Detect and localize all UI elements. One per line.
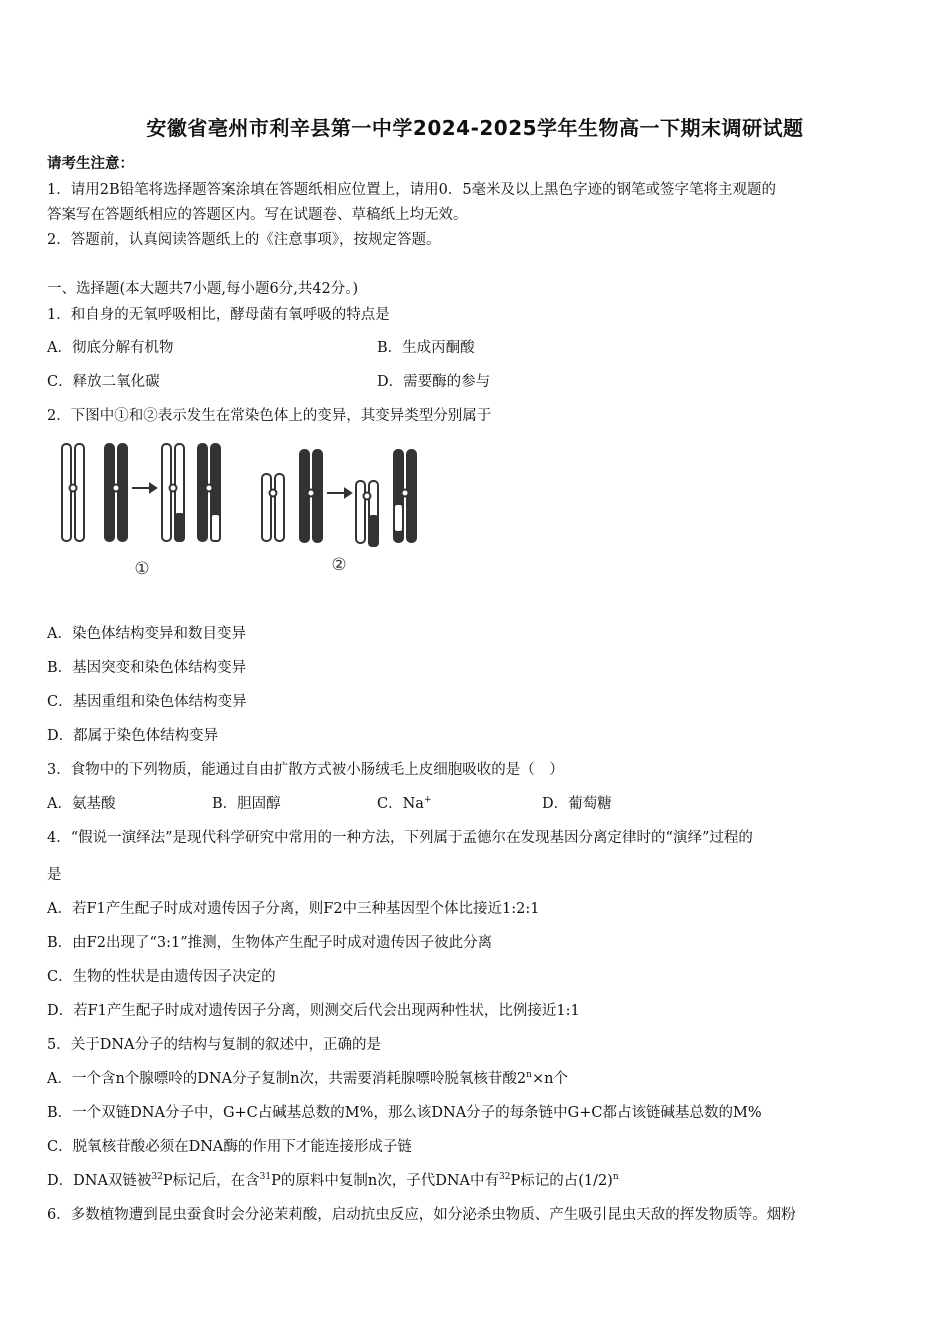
q3-option-c-sup: +: [423, 795, 432, 806]
q1-option-d: D．需要酶的参与: [377, 374, 491, 390]
question-2-stem: 2．下图中①和②表示发生在常染色体上的变异，其变异类型分别属于: [47, 408, 492, 424]
question-1-stem: 1．和自身的无氧呼吸相比，酵母菌有氧呼吸的特点是: [47, 307, 390, 323]
q2-option-a: A．染色体结构变异和数目变异: [47, 626, 246, 642]
question-3-stem: 3．食物中的下列物质，能通过自由扩散方式被小肠绒毛上皮细胞吸收的是（ ）: [47, 762, 564, 778]
notice-item-2: 2．答题前，认真阅读答题纸上的《注意事项》，按规定答题。: [47, 232, 441, 248]
q5-option-d-part1: D．DNA双链被: [47, 1173, 152, 1189]
centromere: [113, 485, 120, 492]
q5-option-d-sup1: 32: [151, 1172, 163, 1183]
translocated-segment-dark: [369, 516, 378, 546]
exchanged-segment-light: [211, 514, 220, 541]
question-5-stem: 5．关于DNA分子的结构与复制的叙述中，正确的是: [47, 1037, 382, 1053]
chromosome-white-6: [356, 481, 365, 543]
figure-label-1: ①: [134, 559, 150, 579]
q1-option-b: B．生成丙酮酸: [377, 340, 475, 356]
question-4-stem-cont: 是: [47, 867, 62, 883]
q5-option-a-sup: n: [526, 1070, 532, 1081]
q3-option-d: D．葡萄糖: [542, 796, 612, 812]
q4-option-b: B．由F2出现了“3:1”推测，生物体产生配子时成对遗传因子彼此分离: [47, 935, 493, 951]
q2-option-b: B．基因突变和染色体结构变异: [47, 660, 247, 676]
q5-option-d-part2: P标记后，在含: [162, 1173, 260, 1189]
arrow-head: [150, 484, 156, 492]
q5-option-c: C．脱氧核苷酸必须在DNA酶的作用下才能连接形成子链: [47, 1139, 412, 1155]
q3-option-c: [377, 792, 431, 813]
chromosome-white-3: [162, 444, 171, 541]
q3-option-a: A．氨基酸: [47, 796, 116, 812]
q5-option-d-sup4: n: [612, 1172, 619, 1183]
q5-option-b: B．一个双链DNA分子中，G+C占碱基总数的M%，那么该DNA分子的每条链中G+C都占该链碱基总数的M%: [47, 1105, 762, 1121]
exchanged-segment-dark: [175, 514, 184, 541]
q5-option-d-part4: P标记的占(1/2): [510, 1173, 613, 1189]
figure-label-2: ②: [331, 555, 347, 575]
chromosome-black-1: [105, 444, 114, 541]
centromere: [270, 490, 277, 497]
q2-option-c: C．基因重组和染色体结构变异: [47, 694, 247, 710]
chromosome-white-2: [75, 444, 84, 541]
q5-option-d: [47, 1169, 619, 1190]
chromosome-white-4: [262, 474, 271, 541]
q1-option-a: A．彻底分解有机物: [47, 340, 174, 356]
q5-option-d-sup2: 31: [259, 1172, 272, 1183]
chromosome-white-5: [275, 474, 284, 541]
translocated-segment-light: [394, 504, 403, 532]
q4-option-a: A．若F1产生配子时成对遗传因子分离，则F2中三种基因型个体比接近1:2:1: [47, 901, 540, 917]
q5-option-a: [47, 1067, 568, 1088]
centromere: [364, 493, 371, 500]
question-4-stem: 4．“假说一演绎法”是现代科学研究中常用的一种方法，下列属于孟德尔在发现基因分离定律时的“演绎”过程的: [47, 830, 753, 846]
arrow-head: [345, 489, 351, 497]
q2-option-d: D．都属于染色体结构变异: [47, 728, 219, 744]
notice-item-1a: 1．请用2B铅笔将选择题答案涂填在答题纸相应位置上，请用0．5毫米及以上黑色字迹的钢笔或签字笔将主观题的: [47, 182, 777, 198]
q3-option-b: B．胆固醇: [212, 796, 281, 812]
section-heading: 一、选择题(本大题共7小题,每小题6分,共42分。): [47, 281, 359, 297]
q5-option-a-part2: ×n个: [531, 1071, 568, 1087]
chromosome-black-2: [118, 444, 127, 541]
q5-option-d-part3: P的原料中复制n次，子代DNA中有: [271, 1173, 499, 1189]
centromere: [308, 490, 315, 497]
chromosome-white-1: [62, 444, 71, 541]
q1-option-c: C．释放二氧化碳: [47, 374, 160, 390]
q4-option-d: D．若F1产生配子时成对遗传因子分离，则测交后代会出现两种性状，比例接近1:1: [47, 1003, 580, 1019]
chromosome-figure: [50, 436, 430, 586]
centromere: [170, 485, 177, 492]
q4-option-c: C．生物的性状是由遗传因子决定的: [47, 969, 276, 985]
q5-option-a-part1: A．一个含n个腺嘌呤的DNA分子复制n次，共需要消耗腺嘌呤脱氧核苷酸2: [47, 1071, 527, 1087]
chromosome-black-3: [198, 444, 207, 541]
notice-item-1b: 答案写在答题纸相应的答题区内。写在试题卷、草稿纸上均无效。: [47, 207, 468, 223]
centromere: [206, 485, 213, 492]
q5-option-d-sup3: 32: [498, 1172, 511, 1183]
notice-heading: 请考生注意：: [47, 155, 134, 172]
centromere: [402, 490, 409, 497]
page-title: 安徽省亳州市利辛县第一中学2024-2025学年生物高一下期末调研试题: [146, 116, 804, 140]
question-6-stem: 6．多数植物遭到昆虫蚕食时会分泌茉莉酸，启动抗虫反应，如分泌杀虫物质、产生吸引昆虫天敌的挥发物质等。烟粉: [47, 1207, 796, 1223]
centromere: [70, 485, 77, 492]
q3-option-c-text: C．Na: [377, 796, 424, 812]
